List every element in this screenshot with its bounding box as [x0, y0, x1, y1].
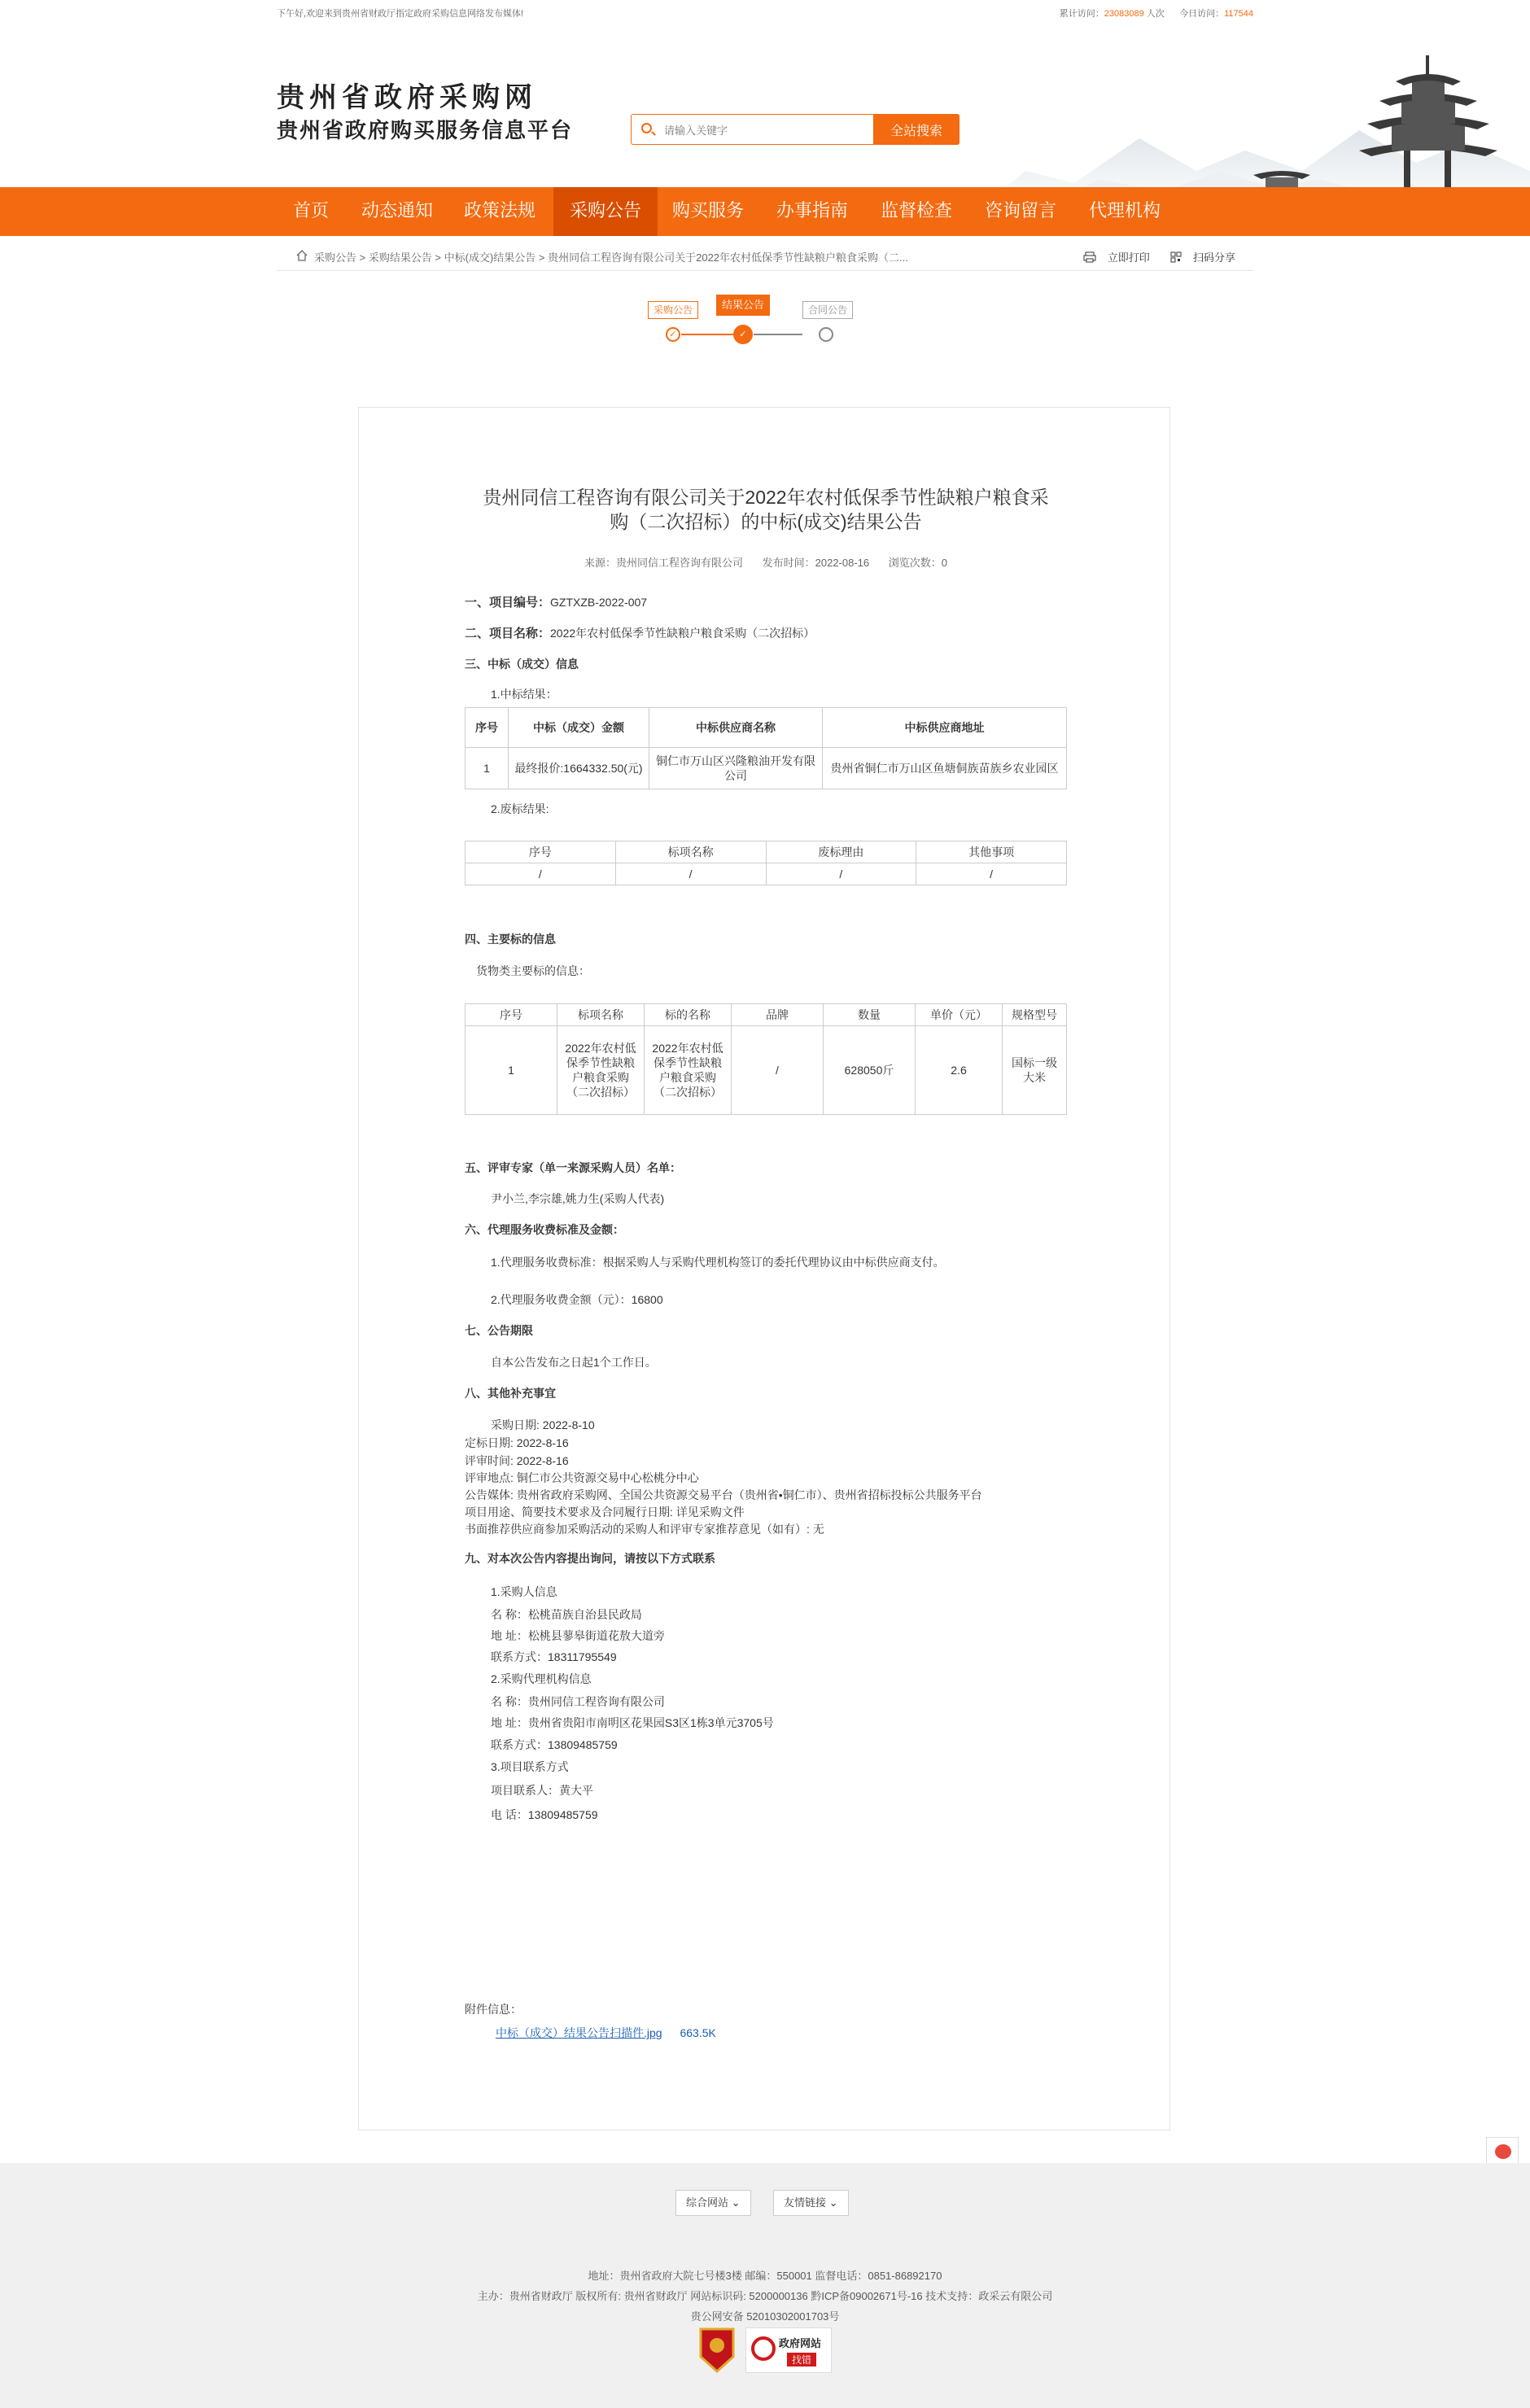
- section-heading: 六、代理服务收费标准及金额：: [465, 1223, 624, 1236]
- table-header: 规格型号: [1003, 1004, 1067, 1026]
- contact-line: 联系方式：18311795549: [491, 1650, 617, 1663]
- table-header: 标的名称: [645, 1004, 732, 1026]
- table-cell: 628050斤: [824, 1026, 916, 1115]
- today-visits-label: 今日访问：: [1179, 9, 1225, 19]
- supplement-line: 评审时间: 2022-8-16: [465, 1454, 569, 1467]
- step-label-result[interactable]: 结果公告: [716, 295, 770, 316]
- title-line: 购（二次招标）的中标(成交)结果公告: [610, 511, 922, 532]
- table-header: 标项名称: [615, 841, 766, 863]
- breadcrumb-bar: [277, 244, 1253, 271]
- section-heading: 五、评审专家（单一来源采购人员）名单：: [465, 1161, 681, 1174]
- sub-heading: 货物类主要标的信息：: [476, 964, 590, 977]
- contact-line: 联系方式：13809485759: [491, 1738, 618, 1751]
- step-check-icon: ✓: [666, 327, 680, 342]
- search-box: [631, 114, 960, 145]
- party-emblem-icon[interactable]: [697, 2326, 737, 2375]
- supplement-line: 项目用途、简要技术要求及合同履行日期: 详见采购文件: [465, 1506, 745, 1519]
- notice-period: 自本公告发布之日起1个工作日。: [491, 1356, 657, 1369]
- gov-site-error-badge[interactable]: [745, 2327, 832, 2373]
- contact-line: 名 称：松桃苗族自治县民政局: [491, 1608, 642, 1621]
- nav-item-purchase-services[interactable]: 购买服务: [671, 201, 744, 221]
- select-label: 综合网站: [686, 2196, 729, 2209]
- select-label: 友情链接: [784, 2196, 827, 2209]
- table-header: 品牌: [732, 1004, 824, 1026]
- table-header: 序号: [466, 841, 616, 863]
- table-cell: /: [466, 863, 616, 885]
- table-cell: 2022年农村低保季节性缺粮户粮食采购（二次招标）: [557, 1026, 645, 1115]
- magnifier-icon: [751, 2336, 776, 2361]
- search-icon: [641, 123, 652, 133]
- step-connector: [754, 334, 802, 335]
- footer-copyright: 主办：贵州省财政厅 版权所有: 贵州省财政厅 网站标识码: 5200000136 黔ICP备09002671号-16 技术支持：政采云有限公司: [477, 2290, 1053, 2302]
- section-heading: 七、公告期限: [465, 1324, 533, 1337]
- table-cell: 最终报价:1664332.50(元): [509, 748, 649, 789]
- section-heading: 一、项目编号：: [465, 596, 551, 610]
- table-cell: /: [766, 863, 916, 885]
- nav-item-agencies[interactable]: 代理机构: [1088, 201, 1161, 221]
- contact-line: 电 话：13809485759: [491, 1808, 598, 1821]
- project-name: 2022年农村低保季节性缺粮户粮食采购（二次招标）: [550, 627, 815, 640]
- table-header: 中标供应商名称: [649, 708, 823, 748]
- table-header: 中标供应商地址: [823, 708, 1067, 748]
- contact-line: 地 址：松桃县蓼皋街道花敖大道旁: [491, 1629, 665, 1642]
- sub-heading: 1.中标结果：: [491, 688, 557, 701]
- footer-police-record: 贵公网安备 52010302001703号: [690, 2310, 840, 2323]
- table-header: 单价（元）: [916, 1004, 1003, 1026]
- attachment-label: 附件信息：: [465, 2003, 522, 2016]
- visit-stats: [1060, 7, 1253, 20]
- attachment-row: [496, 2025, 716, 2041]
- step-pending-icon: [819, 327, 833, 342]
- table-header: 标项名称: [557, 1004, 645, 1026]
- robot-assistant-icon[interactable]: [1495, 2144, 1511, 2159]
- nav-item-procurement-notices[interactable]: 采购公告: [553, 187, 658, 236]
- table-cell: /: [916, 863, 1067, 885]
- table-header: 序号: [466, 708, 509, 748]
- section-heading: 九、对本次公告内容提出询问，请按以下方式联系: [465, 1552, 715, 1565]
- table-header: 废标理由: [766, 841, 916, 863]
- contact-line: 名 称：贵州同信工程咨询有限公司: [491, 1695, 665, 1708]
- home-icon[interactable]: [296, 250, 308, 261]
- article-meta: [465, 554, 1067, 570]
- site-header: [0, 24, 1530, 187]
- section-heading: 三、中标（成交）信息: [465, 658, 579, 671]
- table-header-row: [466, 841, 1067, 863]
- nav-item-policies[interactable]: 政策法规: [463, 201, 536, 221]
- goods-table: [465, 1003, 1067, 1115]
- print-button[interactable]: 立即打印: [1107, 251, 1150, 264]
- table-cell: 1: [466, 1026, 557, 1115]
- table-header-row: [466, 1004, 1067, 1026]
- nav-item-supervision[interactable]: 监督检查: [880, 201, 952, 221]
- chevron-down-icon: ⌄: [828, 2196, 838, 2209]
- step-connector: [681, 334, 733, 335]
- chevron-down-icon: ⌄: [731, 2196, 741, 2209]
- page-tools: [1083, 249, 1235, 264]
- experts-list: 尹小兰,李宗雄,姚力生(采购人代表): [491, 1192, 665, 1205]
- contact-line: 3.项目联系方式: [491, 1760, 569, 1773]
- welcome-text: 下午好,欢迎来到贵州省财政厅指定政府采购信息网络发布媒体!: [277, 9, 524, 19]
- supplement-line: 定标日期: 2022-8-16: [465, 1436, 569, 1449]
- total-visits-unit: 人次: [1146, 9, 1165, 19]
- fee-amount: 2.代理服务收费金额（元）：16800: [491, 1293, 663, 1306]
- section-heading: 二、项目名称：: [465, 627, 551, 640]
- printer-icon[interactable]: [1083, 251, 1096, 263]
- badge-sub: 找错: [787, 2353, 816, 2366]
- title-line: 贵州同信工程咨询有限公司关于2022年农村低保季节性缺粮户粮食采: [483, 487, 1049, 508]
- table-cell: 1: [466, 748, 509, 789]
- nav-item-home[interactable]: 首页: [292, 201, 329, 221]
- supplement-line: 评审地点: 铜仁市公共资源交易中心松桃分中心: [465, 1471, 699, 1484]
- section-heading: 八、其他补充事宜: [465, 1387, 556, 1400]
- step-label-contract[interactable]: 合同公告: [802, 301, 853, 319]
- share-button[interactable]: 扫码分享: [1192, 251, 1235, 264]
- table-header: 数量: [824, 1004, 916, 1026]
- site-logo-title[interactable]: 贵州省政府采购网: [277, 81, 537, 114]
- table-cell: 2.6: [916, 1026, 1003, 1115]
- table-cell: 贵州省铜仁市万山区鱼塘侗族苗族乡农业园区: [823, 748, 1067, 789]
- table-cell: /: [732, 1026, 824, 1115]
- search-input[interactable]: [662, 120, 845, 141]
- notice-progress-steps: [635, 293, 895, 350]
- search-button[interactable]: 全站搜索: [873, 114, 960, 145]
- nav-item-notices[interactable]: 动态通知: [361, 201, 433, 221]
- site-footer: [0, 2163, 1530, 2408]
- site-logo-subtitle: 贵州省政府购买服务信息平台: [277, 119, 574, 143]
- section-heading: 四、主要标的信息: [465, 933, 556, 946]
- comprehensive-sites-select[interactable]: [675, 2190, 751, 2216]
- attachment-size: 663.5K: [680, 2026, 716, 2039]
- table-header: 中标（成交）金额: [509, 708, 649, 748]
- table-row: [466, 748, 1067, 789]
- table-header: 序号: [466, 1004, 557, 1026]
- article-card: [358, 407, 1170, 2130]
- qrcode-icon[interactable]: [1170, 251, 1182, 263]
- table-cell: 国标一级大米: [1003, 1026, 1067, 1115]
- nav-item-consult[interactable]: 咨询留言: [984, 201, 1056, 221]
- page-title: [465, 485, 1067, 534]
- supplement-line: 书面推荐供应商参加采购活动的采购人和评审专家推荐意见（如有）: 无: [465, 1523, 824, 1536]
- table-cell: 铜仁市万山区兴隆粮油开发有限公司: [649, 748, 823, 789]
- table-row: [466, 863, 1067, 885]
- total-visits-value: 23083089: [1104, 9, 1144, 19]
- badge-title: 政府网站: [779, 2337, 822, 2349]
- footer-address: 地址：贵州省政府大院七号楼3楼 邮编：550001 监督电话：0851-86892170: [588, 2270, 942, 2282]
- table-cell: 2022年农村低保季节性缺粮户粮食采购（二次招标）: [645, 1026, 732, 1115]
- step-check-icon: ✓: [733, 325, 753, 344]
- contact-line: 地 址：贵州省贵阳市南明区花果园S3区1栋3单元3705号: [491, 1716, 774, 1729]
- friendly-links-select[interactable]: [773, 2190, 849, 2216]
- fail-result-table: [465, 841, 1067, 885]
- attachment-link[interactable]: 中标（成交）结果公告扫描件.jpg: [496, 2026, 662, 2039]
- contact-line: 项目联系人：黄大平: [491, 1784, 593, 1797]
- total-visits-label: 累计访问：: [1059, 9, 1104, 19]
- article-source: 来源：贵州同信工程咨询有限公司: [584, 557, 744, 569]
- table-header: 其他事项: [916, 841, 1067, 863]
- table-cell: /: [615, 863, 766, 885]
- article-views: 浏览次数：0: [888, 557, 947, 569]
- main-nav: [0, 187, 1530, 236]
- step-label-procurement[interactable]: 采购公告: [648, 301, 698, 319]
- nav-item-guide[interactable]: 办事指南: [776, 201, 848, 221]
- table-header-row: [466, 708, 1067, 748]
- table-row: [466, 1026, 1067, 1115]
- top-bar: [0, 0, 1530, 24]
- win-result-table: [465, 707, 1067, 789]
- supplement-line: 公告媒体: 贵州省政府采购网、全国公共资源交易平台（贵州省•铜仁市）、贵州省招标投标公共服务平台: [465, 1488, 982, 1501]
- today-visits-value: 117544: [1224, 9, 1253, 19]
- project-number: GZTXZB-2022-007: [550, 596, 648, 609]
- sub-heading: 2.废标结果:: [491, 802, 549, 815]
- contact-line: 1.采购人信息: [491, 1585, 557, 1598]
- article-date: 发布时间：2022-08-16: [762, 557, 870, 569]
- fee-standard: 1.代理服务收费标准：根据采购人与采购代理机构签订的委托代理协议由中标供应商支付。: [491, 1256, 945, 1269]
- breadcrumb[interactable]: 采购公告 > 采购结果公告 > 中标(成交)结果公告 > 贵州同信工程咨询有限公司关于2022年农村低保季节性缺粮户粮食采购（二...: [314, 251, 908, 264]
- contact-line: 2.采购代理机构信息: [491, 1672, 592, 1685]
- supplement-line: 采购日期: 2022-8-10: [491, 1418, 595, 1431]
